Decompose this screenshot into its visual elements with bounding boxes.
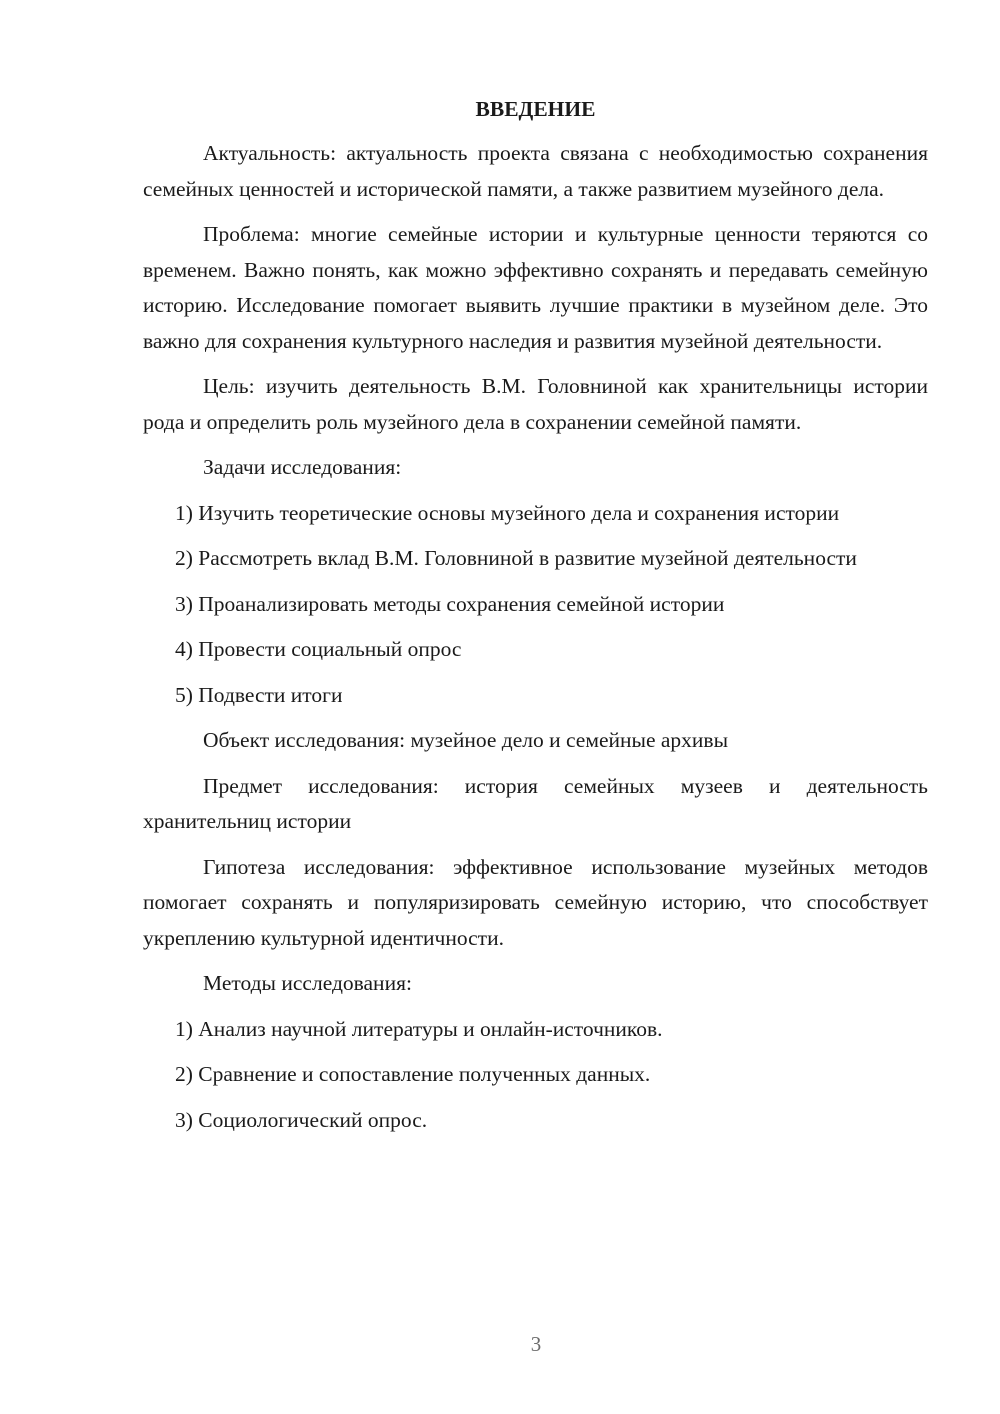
document-page (143, 92, 928, 1148)
method-item-2: 2) Сравнение и сопоставление полученных данных. (175, 1062, 651, 1086)
task-item-3: 3) Проанализировать методы сохранения семейной истории (175, 591, 725, 616)
problem-paragraph: Проблема: многие семейные истории и культурные ценности теряются со временем. Важно понять, как можно эффективно сохранять и передавать семейную историю. Исследование помогает выявить лучшие практики в музейном деле. Это важно для сохранения культурного наследия и развития музейной деятельности. (143, 222, 928, 353)
method-item-3: 3) Социологический опрос. (175, 1107, 428, 1132)
section-title: ВВЕДЕНИЕ (475, 97, 596, 121)
methods-heading: Методы исследования: (203, 971, 412, 995)
tasks-heading: Задачи исследования: (203, 455, 402, 479)
page-number: 3 (530, 1332, 542, 1356)
task-item-4: 4) Провести социальный опрос (175, 637, 462, 661)
object-paragraph: Объект исследования: музейное дело и семейные архивы (203, 728, 729, 752)
method-item-1: 1) Анализ научной литературы и онлайн-источников. (175, 1016, 663, 1041)
hypothesis-paragraph: Гипотеза исследования: эффективное использование музейных методов помогает сохранять и популяризировать семейную историю, что способствует укреплению культурной идентичности. (143, 854, 928, 950)
task-item-5: 5) Подвести итоги (175, 682, 343, 707)
subject-paragraph: Предмет исследования: история семейных музеев и деятельность хранительниц истории (143, 773, 928, 833)
goal-paragraph: Цель: изучить деятельность В.М. Головниной как хранительницы истории рода и определить роль музейного дела в сохранении семейной памяти. (143, 374, 928, 434)
task-item-2: 2) Рассмотреть вклад В.М. Головниной в развитие музейной деятельности (175, 546, 857, 570)
relevance-paragraph: Актуальность: актуальность проекта связана с необходимостью сохранения семейных ценностей и исторической памяти, а также развитием музейного дела. (143, 141, 928, 201)
task-item-1: 1) Изучить теоретические основы музейного дела и сохранения истории (175, 500, 840, 525)
